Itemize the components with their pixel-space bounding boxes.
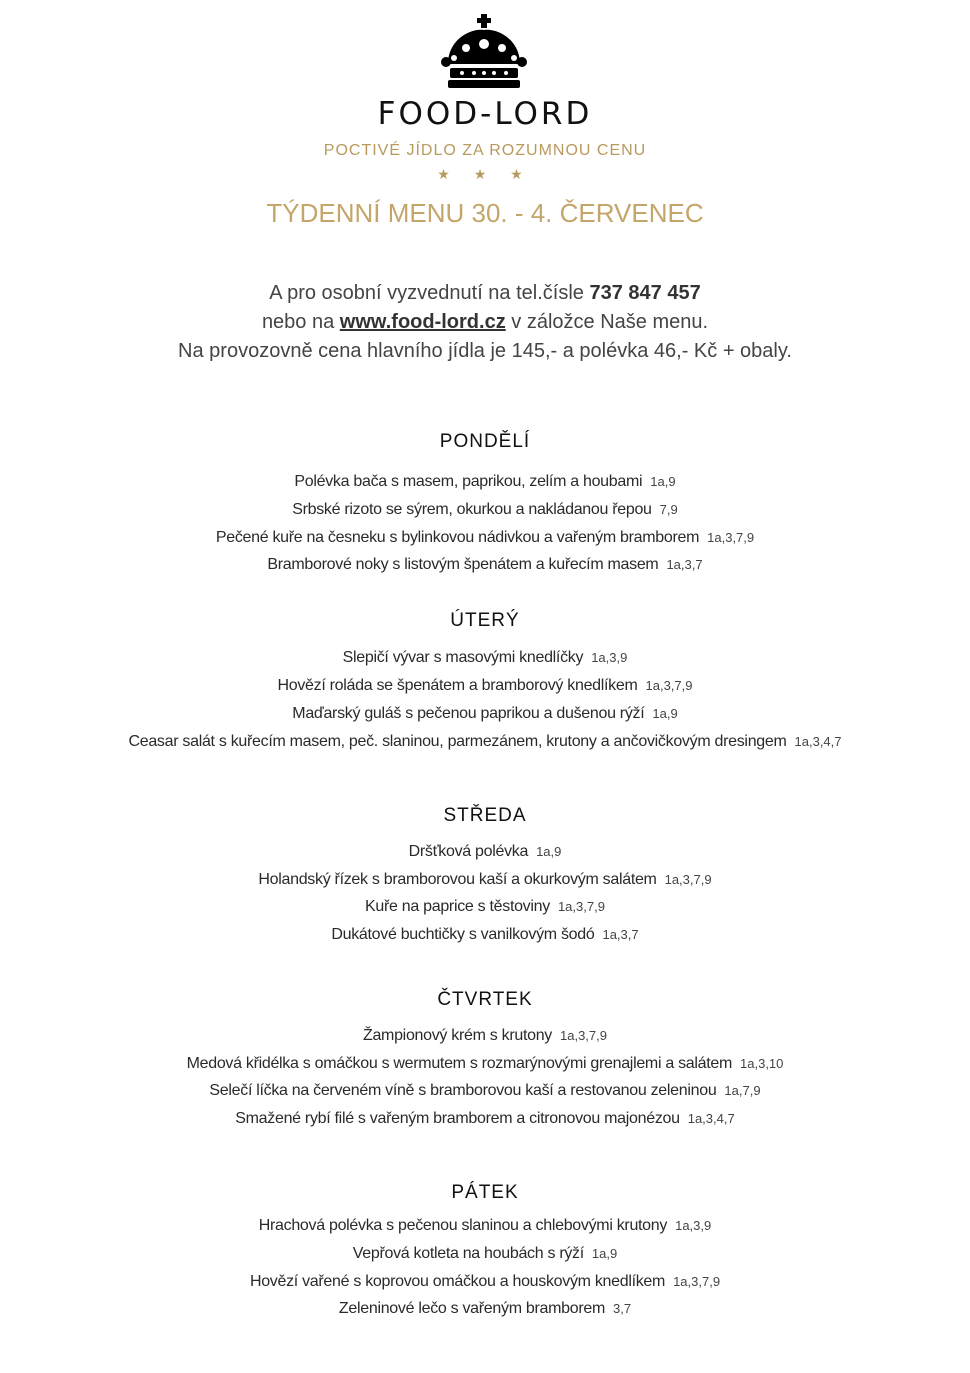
dish-item [0,501,970,519]
day-heading: ČTVRTEK [437,989,533,1010]
dish-allergens: 1a,3,7,9 [707,530,755,545]
stars-decoration: ★ ★ ★ [437,166,533,182]
dish-allergens: 1a,3,7 [602,927,639,942]
dish-allergens: 1a,3,9 [675,1218,712,1233]
dish-item [0,1027,970,1045]
dish-item [0,733,970,751]
day-heading: ÚTERÝ [450,610,520,631]
day-heading: STŘEDA [443,805,527,826]
dish-allergens: 1a,3,9 [591,650,628,665]
dish-name: Srbské rizoto se sýrem, okurkou a nakládanou řepou [292,501,652,518]
info-website-suffix: v záložce Naše menu. [505,311,709,333]
dish-item [0,1245,970,1263]
dish-allergens: 1a,3,4,7 [687,1111,735,1126]
dish-item [0,843,970,861]
dish-item [0,1110,970,1128]
dish-allergens: 1a,9 [591,1246,618,1261]
dish-item [0,556,970,574]
dish-allergens: 1a,3,7,9 [645,678,693,693]
info-website-prefix: nebo na [261,311,340,333]
dish-name: Žampionový krém s krutony [362,1027,552,1044]
dish-item [0,898,970,916]
info-line-website [0,308,970,336]
dish-name: Vepřová kotleta na houbách s rýží [352,1245,584,1262]
dish-item [0,473,970,491]
dish-name: Dukátové buchtičky s vanilkovým šodó [331,926,595,943]
dish-name: Hrachová polévka s pečenou slaninou a chlebovými krutony [258,1217,668,1234]
dish-item [0,705,970,723]
dish-allergens: 1a,3,7,9 [673,1274,721,1289]
tagline: POCTIVÉ JÍDLO ZA ROZUMNOU CENU [323,142,647,159]
dish-allergens: 1a,9 [650,474,676,489]
brand-name: FOOD-LORD [377,96,593,132]
dish-name: Dršťková polévka [408,843,529,860]
dish-item [0,1082,970,1100]
dish-item [0,649,970,667]
phone-number[interactable]: 737 847 457 [589,282,701,304]
dish-allergens: 1a,3,7 [666,557,703,572]
dish-item [0,871,970,889]
website-link[interactable]: www.food-lord.cz [339,311,506,333]
dish-name: Medová křidélka s omáčkou s wermutem s rozmarýnovými grenajlemi a salátem [186,1055,733,1072]
dish-allergens: 3,7 [613,1301,632,1316]
dish-allergens: 1a,9 [652,706,678,721]
dish-item [0,1273,970,1291]
day-heading: PÁTEK [451,1182,519,1203]
dish-name: Smažené rybí filé s vařeným bramborem a citronovou majonézou [235,1110,680,1127]
dish-allergens: 1a,3,7,9 [557,899,605,914]
dish-name: Selečí líčka na červeném víně s bramborovou kaší a restovanou zeleninou [209,1082,717,1099]
dish-item [0,677,970,695]
dish-name: Pečené kuře na česneku s bylinkovou nádivkou a vařeným bramborem [215,529,700,546]
dish-name: Zeleninové lečo s vařeným bramborem [338,1300,605,1317]
dish-allergens: 1a,3,4,7 [794,734,842,749]
dish-allergens: 1a,3,7,9 [664,872,712,887]
dish-allergens: 1a,3,7,9 [560,1028,607,1043]
dish-name: Holandský řízek s bramborovou kaší a okurkovým salátem [258,871,657,888]
dish-allergens: 1a,7,9 [724,1083,761,1098]
info-line-phone [0,279,970,307]
dish-name: Ceasar salát s kuřecím masem, peč. slaninou, parmezánem, krutony a ančovičkovým dresingem [128,733,787,750]
dish-item [0,1217,970,1235]
dish-allergens: 1a,9 [536,844,562,859]
dish-name: Slepičí vývar s masovými knedlíčky [342,649,584,666]
dish-item [0,529,970,547]
dish-name: Bramborové noky s listovým špenátem a kuřecím masem [267,556,659,573]
dish-item [0,1055,970,1073]
dish-allergens: 7,9 [659,502,678,517]
dish-name: Maďarský guláš s pečenou paprikou a dušenou rýží [292,705,645,722]
menu-title: TÝDENNÍ MENU 30. - 4. ČERVENEC [266,198,704,228]
dish-item [0,1300,970,1318]
info-phone-prefix: A pro osobní vyzvednutí na tel.čísle [269,282,590,304]
dish-name: Polévka bača s masem, paprikou, zelím a houbami [294,473,643,490]
info-line-prices: Na provozovně cena hlavního jídla je 145,- a polévka 46,- Kč + obaly. [178,340,792,362]
dish-name: Kuře na paprice s těstoviny [365,898,550,915]
dish-allergens: 1a,3,10 [740,1056,784,1071]
dish-item [0,926,970,944]
dish-name: Hovězí roláda se špenátem a bramborový knedlíkem [277,677,638,694]
day-heading: PONDĚLÍ [439,431,531,452]
crown-icon [440,14,528,90]
dish-name: Hovězí vařené s koprovou omáčkou a houskovým knedlíkem [249,1273,666,1290]
